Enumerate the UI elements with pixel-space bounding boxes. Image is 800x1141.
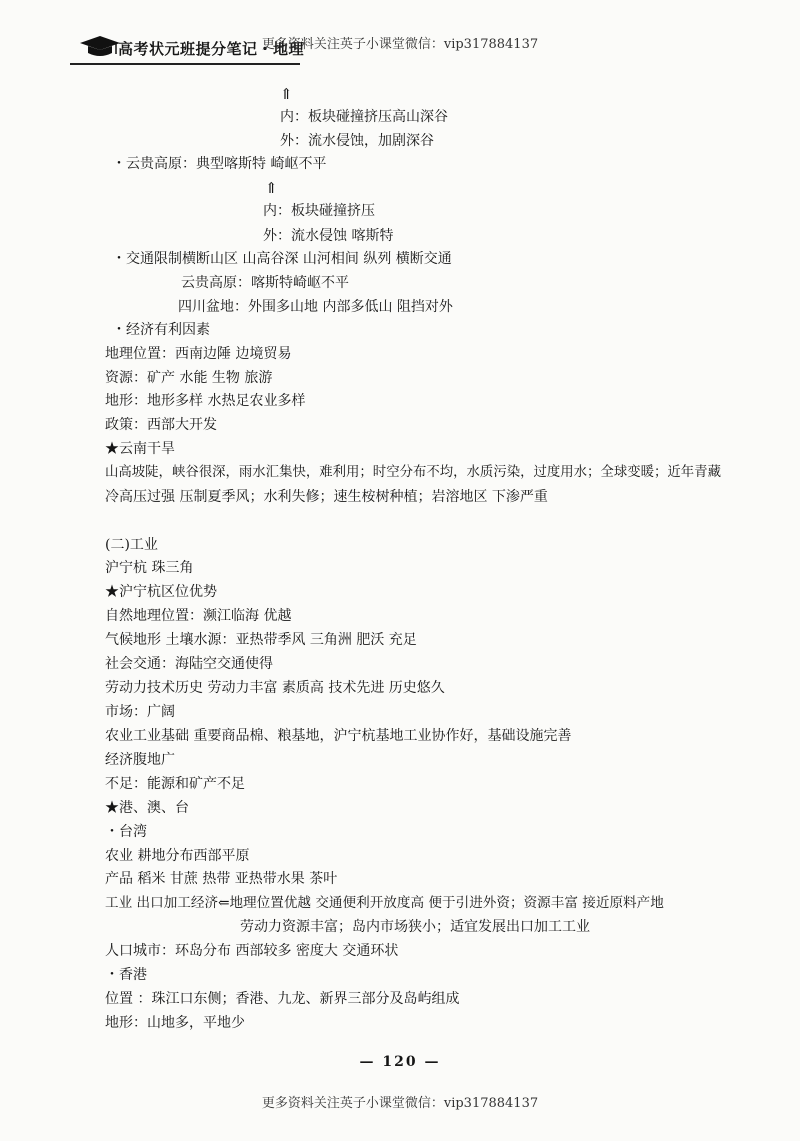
text-line: 气候地形 土壤水源：亚热带季风 三角洲 肥沃 充足	[105, 632, 417, 648]
text-line: 冷高压过强 压制夏季风；水利失修；速生桉树种植；岩溶地区 下渗严重	[105, 489, 548, 505]
text-line: 农业 耕地分布西部平原	[105, 848, 250, 864]
text-line: 外：流水侵蚀，加剧深谷	[280, 133, 434, 149]
section-heading: ★港、澳、台	[105, 800, 189, 816]
text-line: 自然地理位置：濒江临海 优越	[105, 608, 292, 624]
text-line: 社会交通：海陆空交通使得	[105, 656, 273, 672]
text-line: 工业 出口加工经济⇐地理位置优越 交通便利开放度高 便于引进外资；资源丰富 接近原料产地	[105, 895, 664, 911]
text-line: 劳动力技术历史 劳动力丰富 素质高 技术先进 历史悠久	[105, 680, 445, 696]
text-line: ・交通限制横断山区 山高谷深 山河相间 纵列 横断交通	[112, 251, 452, 267]
text-line: 内：板块碰撞挤压高山深谷	[280, 109, 448, 125]
text-line: 内：板块碰撞挤压	[263, 203, 375, 219]
text-line: 不足：能源和矿产不足	[105, 776, 245, 792]
text-line: 地理位置：西南边陲 边境贸易	[105, 346, 292, 362]
text-line: 人口城市：环岛分布 西部较多 密度大 交通环状	[105, 943, 399, 959]
text-line: 市场：广阔	[105, 704, 175, 720]
text-line: 劳动力资源丰富；岛内市场狭小；适宜发展出口加工工业	[240, 919, 590, 935]
text-line: 四川盆地：外围多山地 内部多低山 阻挡对外	[178, 299, 453, 315]
section-heading: ★沪宁杭区位优势	[105, 584, 217, 600]
watermark-top: 更多资料关注英子小课堂微信：vip317884137	[261, 37, 539, 52]
page-number: — 120 —	[359, 1054, 441, 1070]
text-line: 农业工业基础 重要商品棉、粮基地，沪宁杭基地工业协作好，基础设施完善	[105, 728, 572, 744]
section-heading: ★云南干旱	[105, 441, 175, 457]
section-heading: (二)工业	[105, 537, 158, 553]
text-line: 地形：山地多，平地少	[105, 1015, 245, 1031]
text-line: 位置 ：珠江口东侧；香港、九龙、新界三部分及岛屿组成	[105, 991, 460, 1007]
text-line: 资源：矿产 水能 生物 旅游	[105, 370, 273, 386]
text-line: 产品 稻米 甘蔗 热带 亚热带水果 茶叶	[105, 871, 338, 887]
text-line: 政策：西部大开发	[105, 417, 217, 433]
text-line: 沪宁杭 珠三角	[105, 560, 194, 576]
text-line: ・香港	[105, 967, 147, 983]
text-line: ・经济有利因素	[112, 322, 210, 338]
text-line: ・云贵高原：典型喀斯特 崎岖不平	[112, 156, 327, 172]
up-arrow-icon: ⇑	[280, 85, 293, 103]
watermark-bottom: 更多资料关注英子小课堂微信：vip317884137	[261, 1096, 539, 1111]
header-title: 高考状元班提分笔记・地理	[118, 40, 305, 58]
up-arrow-icon: ⇑	[265, 179, 278, 197]
text-line: ・台湾	[105, 824, 147, 840]
header-rule	[70, 63, 300, 65]
text-line: 云贵高原：喀斯特崎岖不平	[181, 275, 349, 291]
text-line: 地形：地形多样 水热足农业多样	[105, 393, 306, 409]
text-line: 山高坡陡，峡谷很深，雨水汇集快，难利用；时空分布不均，水质污染，过度用水；全球变暖；近年青藏	[105, 465, 721, 480]
text-line: 外：流水侵蚀 喀斯特	[263, 228, 394, 244]
text-line: 经济腹地广	[105, 752, 175, 768]
